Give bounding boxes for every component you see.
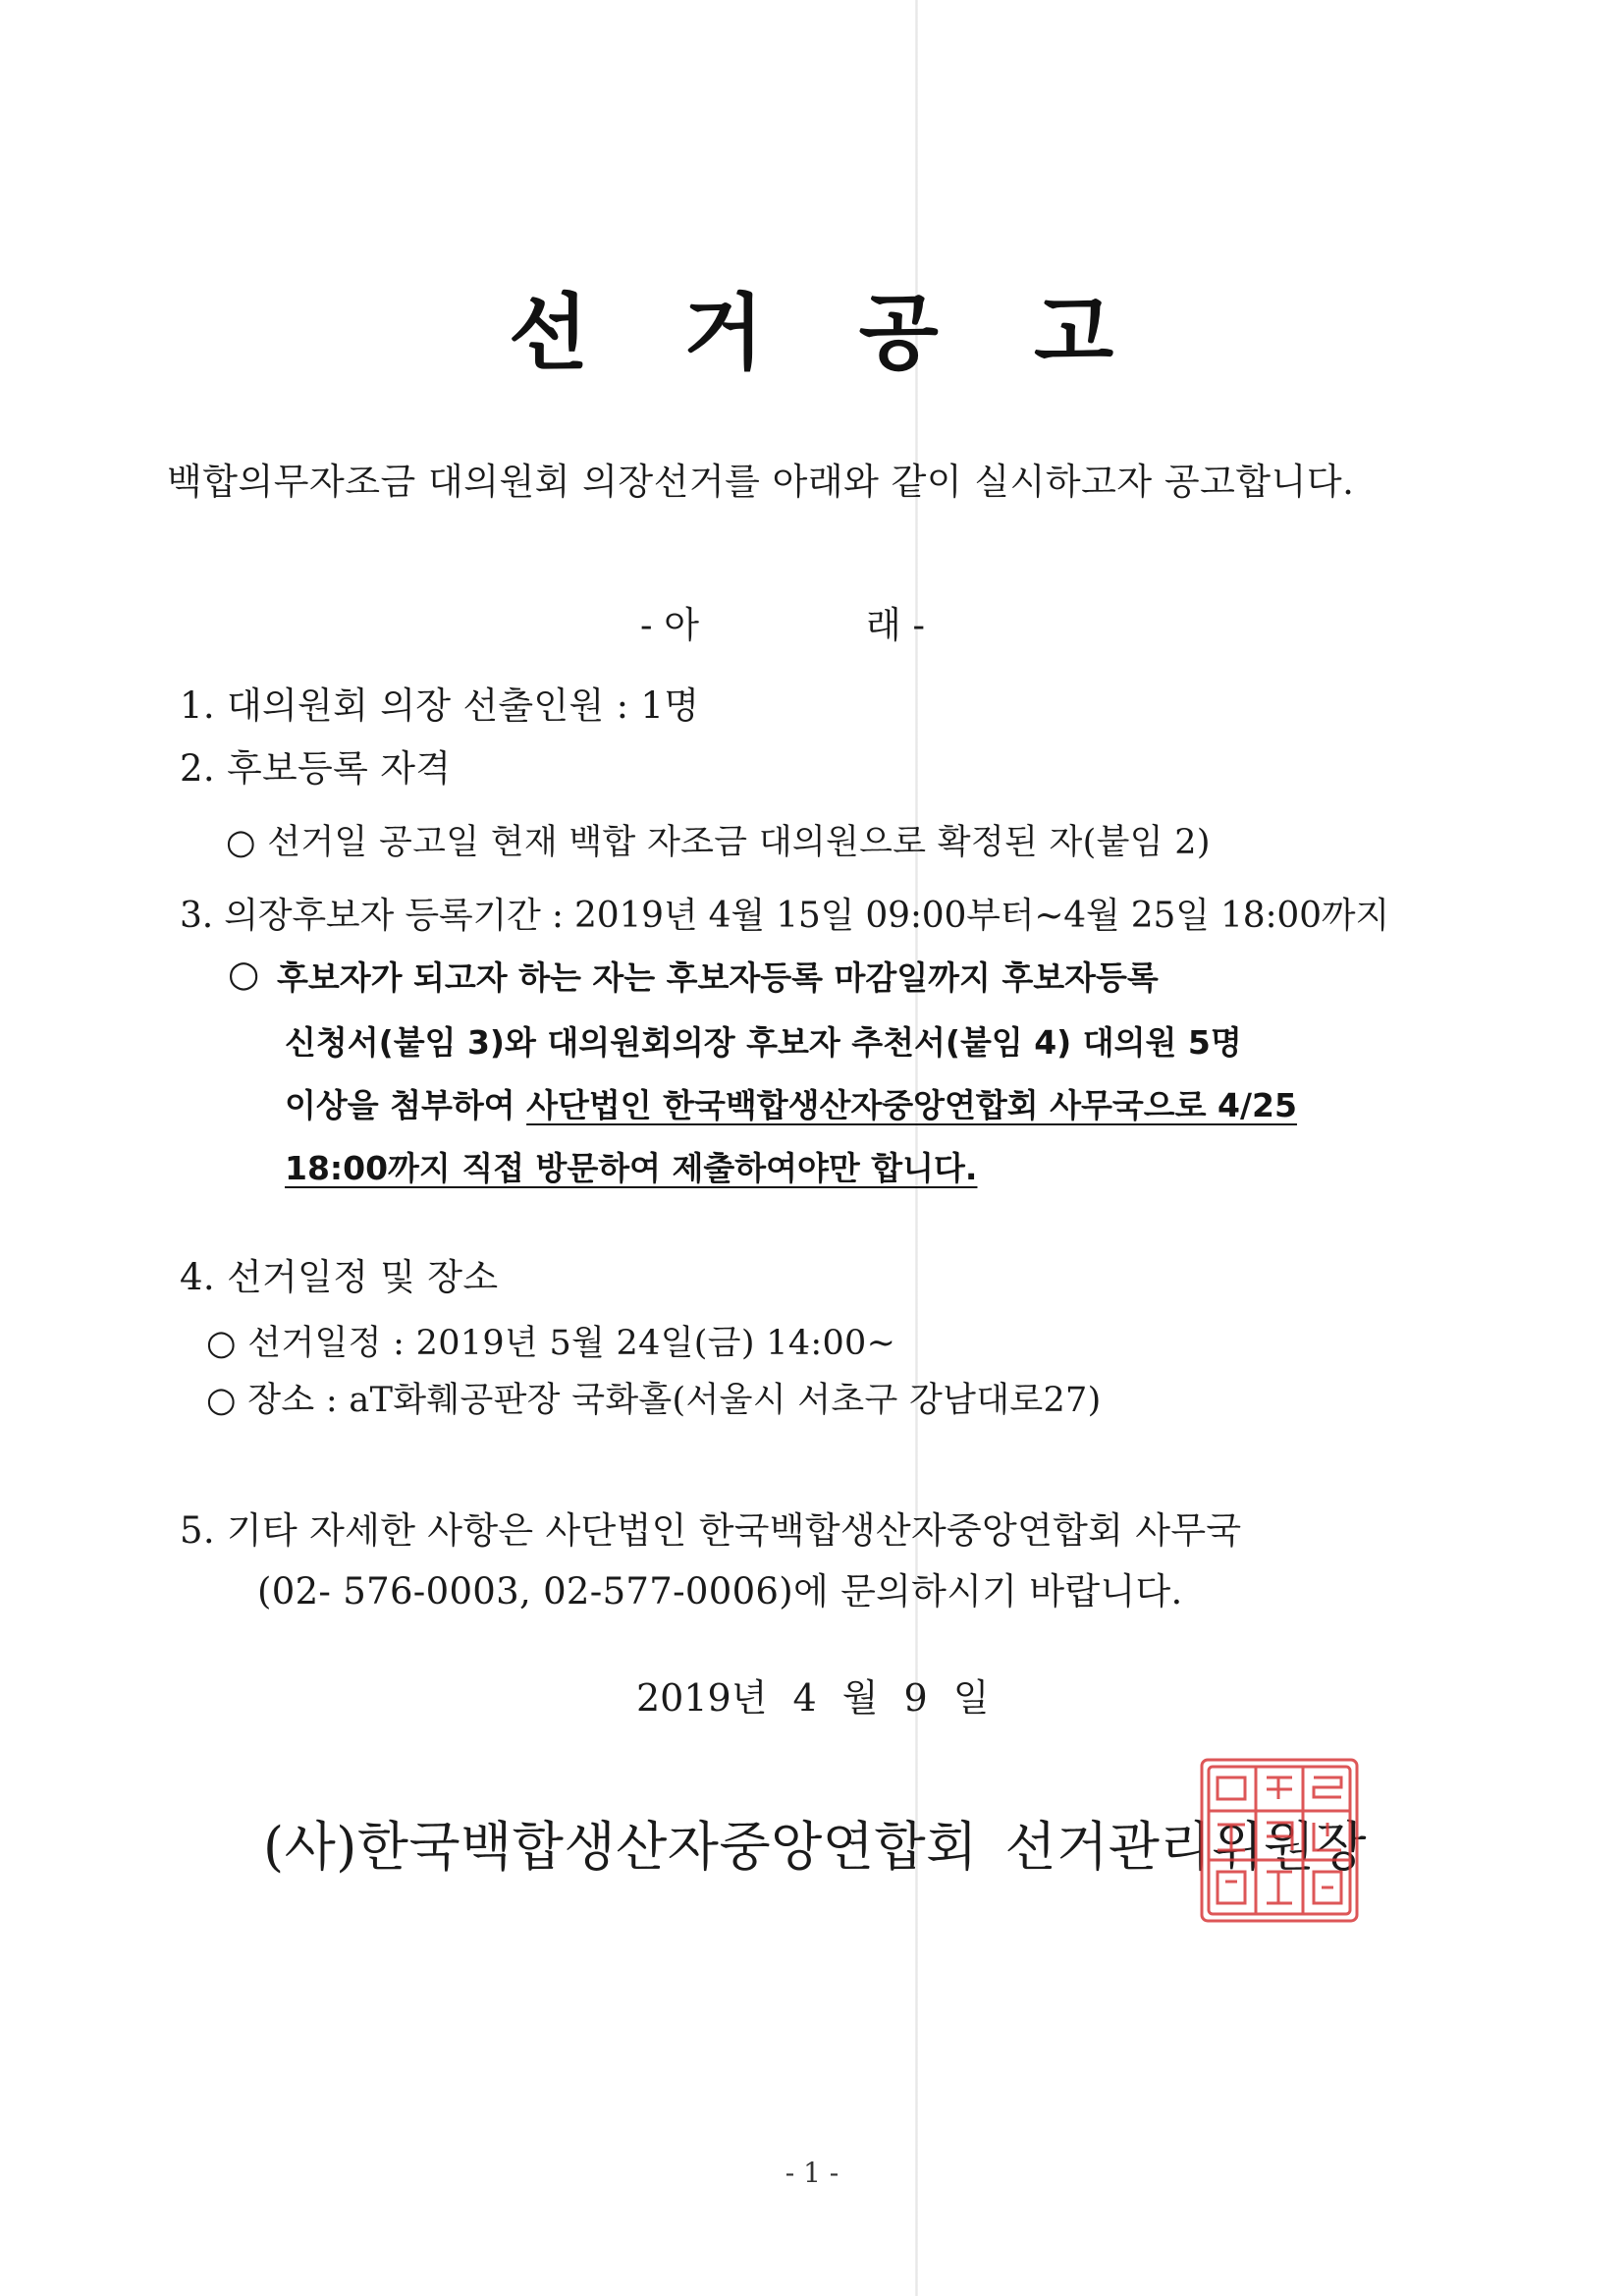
notice-date: 2019년 4 월 9 일	[636, 1676, 990, 1720]
intro-text: 백합의무자조금 대의원회 의장선거를 아래와 같이 실시하고자 공고합니다.	[167, 461, 1355, 503]
arae-left: - 아	[640, 604, 700, 646]
item-3-detail-line-2: 신청서(붙임 3)와 대의원회의장 후보자 추천서(붙임 4) 대의원 5명	[285, 1023, 1242, 1062]
item-3-detail-line-3-plain: 이상을 첨부하여	[285, 1086, 527, 1124]
item-4-bullet-location: ○ 장소 : aT화훼공판장 국화홀(서울시 서초구 강남대로27)	[206, 1381, 1102, 1420]
item-3-detail-line-3	[285, 1080, 1297, 1126]
item-3: 3. 의장후보자 등록기간 : 2019년 4월 15일 09:00부터~4월 25일 18:00까지	[180, 896, 1389, 936]
section-heading-arae	[640, 595, 925, 648]
item-3-bullet-mark: ○	[228, 953, 260, 995]
official-seal-stamp	[1196, 1754, 1363, 1927]
item-3-detail-line-4: 18:00까지 직접 방문하여 제출하여야만 합니다.	[285, 1149, 978, 1187]
document-title: 선 거 공 고	[508, 285, 1116, 381]
item-1: 1. 대의원회 의장 선출인원 : 1명	[180, 684, 700, 727]
item-2: 2. 후보등록 자격	[180, 747, 452, 790]
item-4-bullet-schedule: ○ 선거일정 : 2019년 5월 24일(금) 14:00~	[206, 1324, 896, 1363]
item-3-detail-line-3-underlined: 사단법인 한국백합생산자중앙연합회 사무국으로 4/25	[526, 1086, 1297, 1124]
arae-right: 래 -	[866, 604, 926, 646]
item-5-line-1: 5. 기타 자세한 사항은 사단법인 한국백합생산자중앙연합회 사무국	[180, 1509, 1242, 1552]
item-2-bullet: ○ 선거일 공고일 현재 백합 자조금 대의원으로 확정된 자(붙임 2)	[226, 823, 1211, 862]
signature-line: (사)한국백합생산자중앙연합회 선거관리위원장	[263, 1816, 1368, 1878]
item-5-line-2: (02- 576-0003, 02-577-0006)에 문의하시기 바랍니다.	[257, 1570, 1183, 1613]
item-3-detail-line-1: 후보자가 되고자 하는 자는 후보자등록 마감일까지 후보자등록	[277, 958, 1159, 997]
item-4: 4. 선거일정 및 장소	[180, 1256, 499, 1298]
page-number: - 1 -	[785, 2157, 839, 2189]
